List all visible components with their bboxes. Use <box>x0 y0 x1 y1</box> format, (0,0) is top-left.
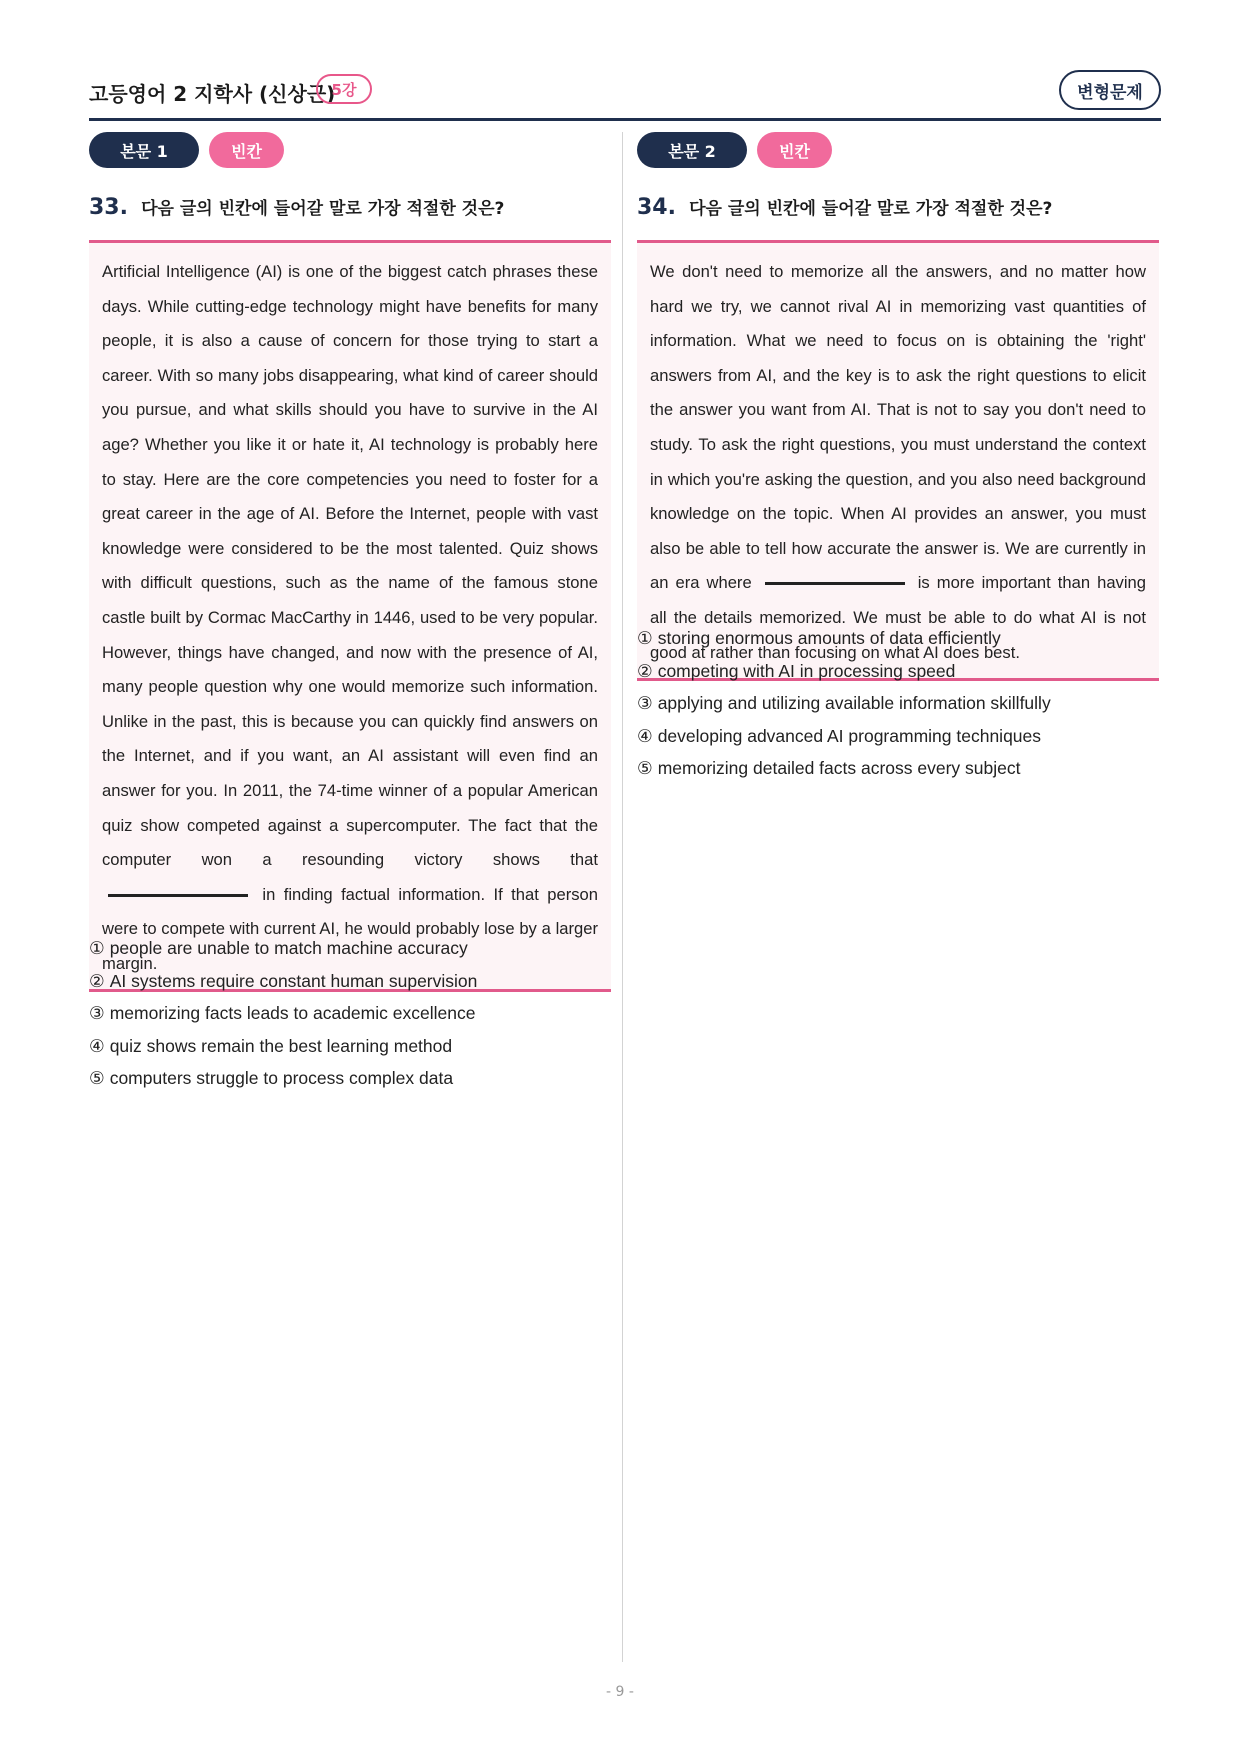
passage-box <box>637 240 1159 681</box>
option-number: ② <box>89 970 105 991</box>
answer-blank <box>108 894 248 897</box>
question-33-column <box>89 132 611 1088</box>
answer-option[interactable] <box>637 655 1159 688</box>
option-text: computers struggle to process complex data <box>109 1068 454 1088</box>
option-text: competing with AI in processing speed <box>657 660 956 681</box>
answer-option[interactable] <box>89 1030 611 1063</box>
option-text: storing enormous amounts of data efficiently <box>657 628 1001 648</box>
answer-option[interactable] <box>89 965 611 998</box>
option-number: ② <box>637 660 653 681</box>
textbook-title: 고등영어 2 지학사 (신상근) <box>89 82 336 106</box>
option-text: quiz shows remain the best learning method <box>109 1035 453 1056</box>
passage-tag: 본문 1 <box>89 132 199 168</box>
answer-option[interactable] <box>637 752 1159 785</box>
question-34-heading <box>637 194 1159 220</box>
option-text: applying and utilizing available information skillfully <box>657 693 1051 713</box>
option-number: ⑤ <box>637 758 653 778</box>
passage-after-blank: in finding factual information. If that person were to compete with current AI, he would probably lose by a larger margin. <box>102 884 598 973</box>
question-type-tag: 빈칸 <box>757 132 832 168</box>
question-prompt: 다음 글의 빈칸에 들어갈 말로 가장 적절한 것은? <box>141 199 505 219</box>
passage-after-blank: is more important than having all the details memorized. We must be able to do what AI is not good at rather than focusing on what AI does best. <box>650 573 1146 662</box>
answer-option[interactable] <box>89 932 611 965</box>
answer-option[interactable] <box>637 720 1159 753</box>
option-number: ④ <box>89 1035 105 1056</box>
question-prompt: 다음 글의 빈칸에 들어갈 말로 가장 적절한 것은? <box>689 199 1053 219</box>
header-divider <box>89 118 1161 121</box>
passage-text <box>102 255 598 981</box>
answer-option[interactable] <box>89 997 611 1030</box>
answer-options <box>89 932 611 1095</box>
column-divider <box>622 132 623 1662</box>
option-text: people are unable to match machine accuracy <box>109 938 468 958</box>
lesson-badge: 5강 <box>316 74 372 104</box>
page-number: - 9 - <box>606 1684 634 1700</box>
passage-box <box>89 240 611 992</box>
passage-before-blank: Artificial Intelligence (AI) is one of the biggest catch phrases these days. While cutting-edge technology might have benefits for many people, it is also a cause of concern for those trying to start a career. With so many jobs disappearing, what kind of career should you pursue, and what skills should you have to survive in the AI age? Whether you like it or hate it, AI technology is probably here to stay. Here are the core competencies you need to foster for a great career in the age of AI. Before the Internet, people with vast knowledge were considered to be the most talented. Quiz shows with difficult questions, such as the name of the famous stone castle built by Cormac MacCarthy in 1446, used to be very popular. However, things have changed, and now with the presence of AI, many people question why one would memorize such information. Unlike in the past, this is because you can quickly find answers on the Internet, and if you want, an AI assistant will even find an answer for you. In 2011, the 74-time winner of a popular American quiz show competed against a supercomputer. The fact that the computer won a resounding victory shows that <box>102 262 598 870</box>
option-number: ⑤ <box>89 1068 105 1088</box>
answer-option[interactable] <box>89 1062 611 1095</box>
option-text: memorizing detailed facts across every subject <box>657 758 1021 778</box>
question-number: 33. <box>89 195 128 220</box>
passage-tag: 본문 2 <box>637 132 747 168</box>
answer-option[interactable] <box>637 622 1159 655</box>
answer-blank <box>765 582 905 585</box>
option-number: ① <box>89 938 105 958</box>
question-33-heading <box>89 194 611 220</box>
question-type-tag: 빈칸 <box>209 132 284 168</box>
question-34-column <box>637 132 1159 778</box>
option-text: memorizing facts leads to academic excellence <box>109 1003 476 1023</box>
option-text: AI systems require constant human supervision <box>109 970 478 991</box>
option-number: ① <box>637 628 653 648</box>
question-number: 34. <box>637 195 676 220</box>
option-number: ③ <box>637 693 653 713</box>
option-text: developing advanced AI programming techniques <box>657 725 1042 746</box>
passage-before-blank: We don't need to memorize all the answers, and no matter how hard we try, we cannot rival AI in memorizing vast quantities of information. What we need to focus on is obtaining the 'right' answers from AI, and the key is to ask the right questions to elicit the answer you want from AI. That is not to say you don't need to study. To ask the right questions, you must understand the context in which you're asking the question, and you also need background knowledge on the topic. When AI provides an answer, you must also be able to tell how accurate the answer is. We are currently in an era where <box>650 262 1146 593</box>
option-number: ④ <box>637 725 653 746</box>
page-header <box>89 72 1161 122</box>
answer-options <box>637 622 1159 785</box>
tag-row <box>637 132 1159 170</box>
answer-option[interactable] <box>637 687 1159 720</box>
tag-row <box>89 132 611 170</box>
passage-text <box>650 255 1146 670</box>
variant-problem-badge: 변형문제 <box>1059 70 1161 110</box>
option-number: ③ <box>89 1003 105 1023</box>
